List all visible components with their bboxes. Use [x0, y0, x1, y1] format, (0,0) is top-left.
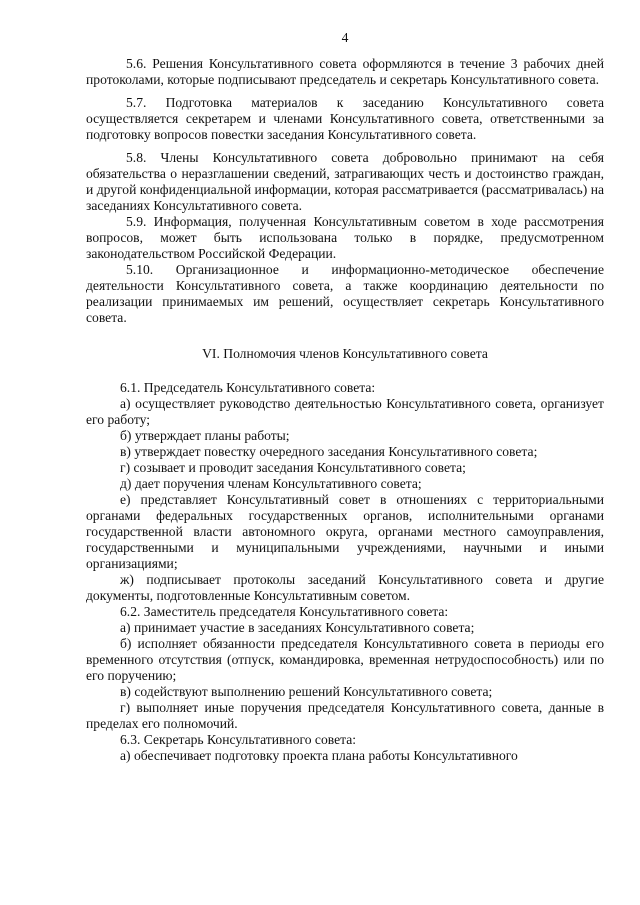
clause-5-7: 5.7. Подготовка материалов к заседанию Консультативного совета осуществляется секретарем и членами Консультативного совета, ответственными за подготовку вопросов повестки заседания Консультативного совета. — [86, 95, 604, 142]
clause-6-2-v: в) содействуют выполнению решений Консультативного совета; — [120, 684, 493, 699]
clause-6-1-g: г) созывает и проводит заседания Консультативного совета; — [120, 460, 466, 475]
clause-5-6: 5.6. Решения Консультативного совета оформляются в течение 3 рабочих дней протоколами, которые подписывают председатель и секретарь Консультативного совета. — [86, 56, 604, 87]
clause-6-1-zh: ж) подписывает протоколы заседаний Консультативного совета и другие документы, подготовленные Консультативным советом. — [86, 572, 604, 603]
clause-6-2: 6.2. Заместитель председателя Консультативного совета: — [120, 604, 449, 619]
clause-6-1: 6.1. Председатель Консультативного совета: — [120, 380, 376, 395]
clause-6-2-g: г) выполняет иные поручения председателя Консультативного совета, данные в пределах его полномочий. — [86, 700, 604, 731]
clause-6-3: 6.3. Секретарь Консультативного совета: — [120, 732, 357, 747]
clause-6-2-b: б) исполняет обязанности председателя Консультативного совета в периоды его временного отсутствия (отпуск, командировка, временная нетрудоспособность) или по его поручению; — [86, 636, 604, 683]
clause-5-8: 5.8. Члены Консультативного совета добровольно принимают на себя обязательства о неразглашении сведений, затрагивающих честь и достоинство граждан, и другой конфиденциальной информации, которая рассматривается (рассматривалась) на заседаниях Консультативного совета. — [86, 150, 604, 213]
document-page — [86, 30, 604, 764]
section-title: VI. Полномочия членов Консультативного совета — [202, 346, 488, 361]
clause-6-1-e: е) представляет Консультативный совет в отношениях с территориальными органами федеральных государственных органов, исполнительными органами государственной власти автономного округа, органами местного самоуправления, государственными и муниципальными учреждениями, научными и иными организациями; — [86, 492, 604, 571]
clause-6-2-a: а) принимает участие в заседаниях Консультативного совета; — [120, 620, 475, 635]
clause-5-9: 5.9. Информация, полученная Консультативным советом в ходе рассмотрения вопросов, может быть использована только в порядке, предусмотренном законодательством Российской Федерации. — [86, 214, 604, 261]
clause-6-1-a: а) осуществляет руководство деятельностью Консультативного совета, организует его работу; — [86, 396, 604, 427]
clause-6-1-d: д) дает поручения членам Консультативного совета; — [120, 476, 422, 491]
clause-5-10: 5.10. Организационное и информационно-методическое обеспечение деятельности Консультативного совета, а также координацию деятельности по реализации принимаемых им решений, осуществляет секретарь Консультативного совета. — [86, 262, 604, 325]
clause-6-3-a: а) обеспечивает подготовку проекта плана работы Консультативного — [120, 748, 518, 763]
clause-6-1-v: в) утверждает повестку очередного заседания Консультативного совета; — [120, 444, 538, 459]
page-number: 4 — [341, 30, 349, 45]
clause-6-1-b: б) утверждает планы работы; — [120, 428, 290, 443]
